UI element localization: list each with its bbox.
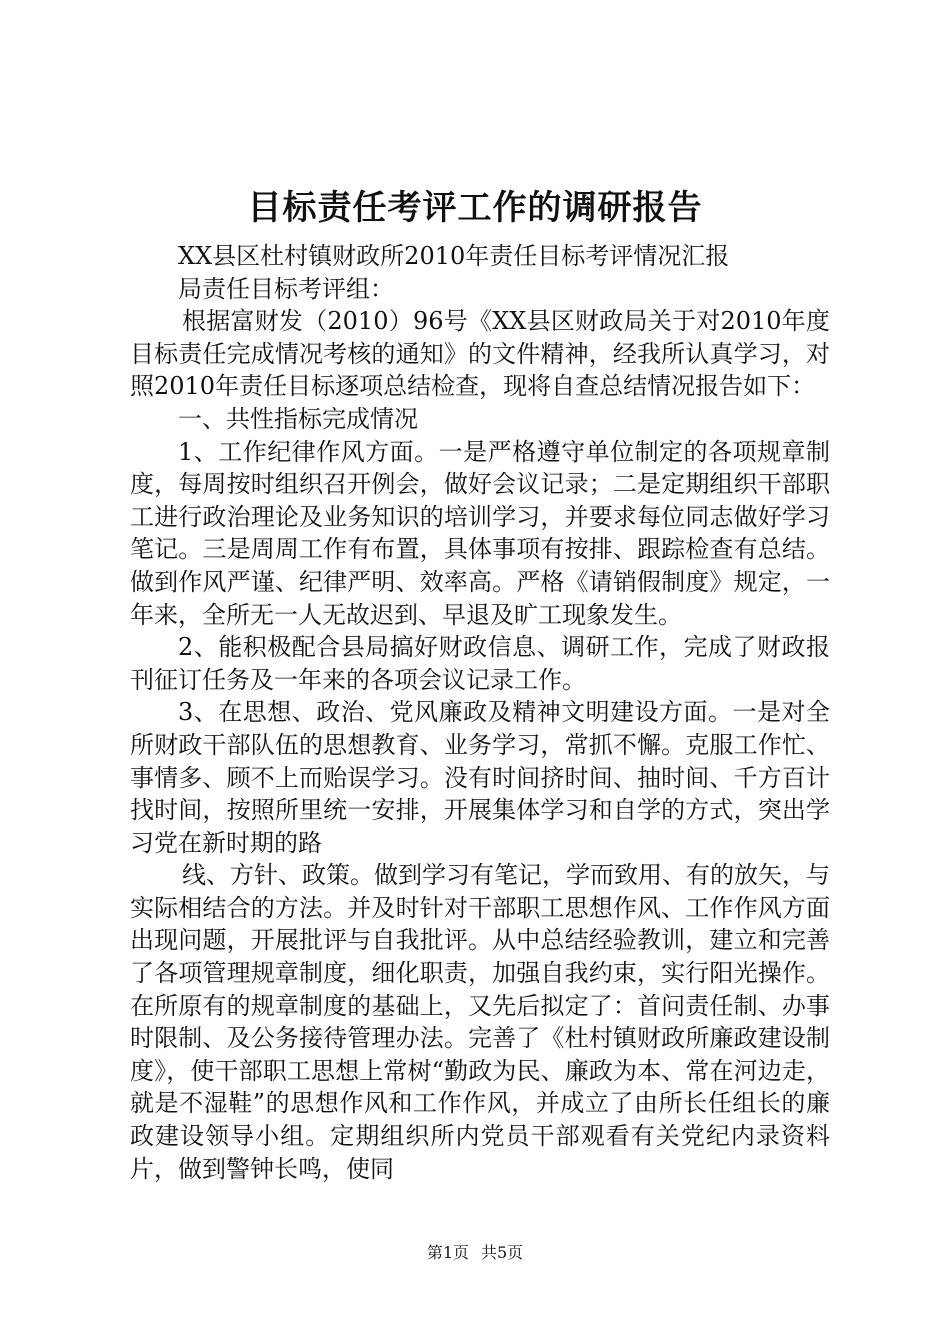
document-title: 目标责任考评工作的调研报告 — [247, 188, 703, 228]
paragraph: 线、方针、政策。做到学习有笔记，学而致用、有的放矢，与实际相结合的方法。并及时针对干部职工思想作风、工作作风方面出现问题，开展批评与自我批评。从中总结经验教训，建立和完善了各项管理规章制度，细化职责，加强自我约束，实行阳光操作。在所原有的规章制度的基础上，又先后拟定了：首问责任制、办事时限制、及公务接待管理办法。完善了《杜村镇财政所廉政建设制度》，使干部职工思想上常树“勤政为民、廉政为本、常在河边走，就是不湿鞋”的思想作风和工作作风，并成立了由所长任组长的廉政建设领导小组。定期组织所内党员干部观看有关党纪内录资料片，做到警钟长鸣，使同 — [130, 861, 830, 1183]
paragraph: 1、工作纪律作风方面。一是严格遵守单位制定的各项规章制度，每周按时组织召开例会，做好会议记录；二是定期组织干部职工进行政治理论及业务知识的培训学习，并要求每位同志做好学习笔记。三是周周工作有布置，具体事项有按排、跟踪检查有总结。做到作风严谨、纪律严明、效率高。严格《请销假制度》规定，一年来，全所无一人无故迟到、早退及旷工现象发生。 — [130, 437, 830, 629]
paragraph: 根据富财发（2010）96号《XX县区财政局关于对2010年度目标责任完成情况考核的通知》的文件精神，经我所认真学习，对照2010年责任目标逐项总结检查，现将自查总结情况报告如下： — [130, 307, 830, 401]
document-body — [130, 240, 830, 1185]
page-footer — [0, 1242, 950, 1264]
page-number: 第1页 — [426, 1243, 469, 1262]
paragraph: 局责任目标考评组： — [178, 274, 394, 303]
page-total: 共5页 — [481, 1243, 524, 1262]
paragraph: XX县区杜村镇财政所2010年责任目标考评情况汇报 — [178, 242, 730, 270]
paragraph: 2、能积极配合县局搞好财政信息、调研工作，完成了财政报刊征订任务及一年来的各项会议记录工作。 — [130, 633, 830, 694]
paragraph: 3、在思想、政治、党风廉政及精神文明建设方面。一是对全所财政干部队伍的思想教育、业务学习，常抓不懈。克服工作忙、事情多、顾不上而贻误学习。没有时间挤时间、抽时间、千方百计找时间，按照所里统一安排，开展集体学习和自学的方式，突出学习党在新时期的路 — [130, 698, 830, 857]
paragraph: 一、共性指标完成情况 — [178, 404, 418, 433]
